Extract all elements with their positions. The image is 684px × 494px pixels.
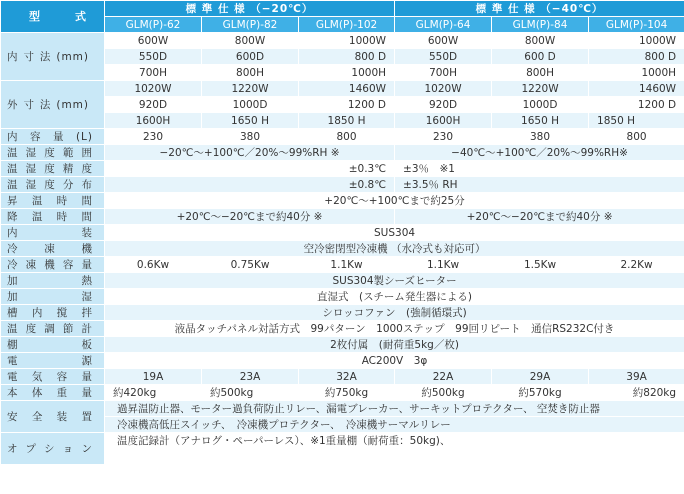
cell: 39A — [589, 369, 684, 385]
heating-time-label: 昇温時間 — [1, 193, 105, 209]
shelf-label: 棚板 — [1, 337, 105, 353]
cell: 700H — [105, 65, 202, 81]
cell: 1.1Kw — [299, 257, 395, 273]
cell: 約570kg — [492, 385, 589, 401]
cell: 温度記録計（アナログ・ペーパーレス）、※1重量棚（耐荷重：50kg)、 — [105, 433, 684, 449]
cell: 2枚付属 (耐荷重5kg／枚) — [105, 337, 684, 353]
controller-label: 温度調節計 — [1, 321, 105, 337]
cell: 32A — [299, 369, 395, 385]
header-row-1 — [1, 1, 684, 17]
safety-row — [1, 401, 684, 417]
cell: 380 — [492, 129, 589, 145]
cell: 1220W — [202, 81, 299, 97]
cell: 29A — [492, 369, 589, 385]
cell: 800H — [492, 65, 589, 81]
cell: 1020W — [395, 81, 492, 97]
cell: 1650 H — [202, 113, 299, 129]
cell: 冷凍機高低圧スイッチ、 冷凍機プロテクター、 冷凍機サーマルリレー — [105, 417, 684, 433]
cell: 2.2Kw — [589, 257, 684, 273]
cooling-time-row — [1, 209, 684, 225]
stirring-row — [1, 305, 684, 321]
temp-humidity-range-row — [1, 145, 684, 161]
cell: 約750kg — [299, 385, 395, 401]
model-name: GLM(P)-102 — [299, 17, 395, 33]
cell: 23A — [202, 369, 299, 385]
cell: 空冷密閉型冷凍機 （水冷式も対応可） — [105, 241, 684, 257]
temp-humidity-distribution-label: 温湿度分布 — [1, 177, 105, 193]
cell: 約500kg — [202, 385, 299, 401]
cell: +20℃〜−20℃まで約40分 ※ — [105, 209, 395, 225]
cell: 800 — [589, 129, 684, 145]
refrigerator-label: 冷凍機 — [1, 241, 105, 257]
volume-row — [1, 129, 684, 145]
cell: 液晶タッチパネル対話方式 99パターン 1000ステップ 99回リピート 通信RS232C付き — [105, 321, 684, 337]
cell: 約500kg — [395, 385, 492, 401]
cell: 1000H — [589, 65, 684, 81]
refrigerator-capacity-label: 冷凍機容量 — [1, 257, 105, 273]
refrigerator-row — [1, 241, 684, 257]
cell: −20℃〜+100℃／20%〜99%RH ※ — [105, 145, 395, 161]
cell: 1600H — [105, 113, 202, 129]
cell: ±0.3℃ — [105, 161, 395, 177]
cell: 1850 H — [589, 113, 684, 129]
cell: シロッコファン (強制循環式) — [105, 305, 684, 321]
temp-humidity-range-label: 温湿度範囲 — [1, 145, 105, 161]
refrigerator-capacity-row — [1, 257, 684, 273]
current-row — [1, 369, 684, 385]
current-label: 電気容量 — [1, 369, 105, 385]
cell: 22A — [395, 369, 492, 385]
cell: 550D — [105, 49, 202, 65]
cell: 過昇温防止器、モーター過負荷防止リレー、漏電ブレーカー、サーキットプロテクター、 空焚き防止器 — [105, 401, 684, 417]
volume-label: 内容量(L) — [1, 129, 105, 145]
cell: −40℃〜+100℃／20%〜99%RH※ — [395, 145, 684, 161]
cell: 0.6Kw — [105, 257, 202, 273]
cell: 1460W — [299, 81, 395, 97]
cell: 230 — [105, 129, 202, 145]
cell: 1000H — [299, 65, 395, 81]
cell: 800 D — [299, 49, 395, 65]
heating-label: 加熱 — [1, 273, 105, 289]
cell: 1200 D — [299, 97, 395, 113]
shelf-row — [1, 337, 684, 353]
cell: 1220W — [492, 81, 589, 97]
cell: 約420kg — [105, 385, 202, 401]
cell: 1650 H — [492, 113, 589, 129]
model-label: 型 式 — [1, 1, 105, 33]
cell: 920D — [105, 97, 202, 113]
cell: 1000D — [202, 97, 299, 113]
cell: 約820kg — [589, 385, 684, 401]
cell: 1600H — [395, 113, 492, 129]
cell: SUS304 — [105, 225, 684, 241]
cell: 550D — [395, 49, 492, 65]
cell: 800H — [202, 65, 299, 81]
interior-label: 内装 — [1, 225, 105, 241]
inner-dims-label: 内寸法(mm) — [1, 33, 105, 81]
cell: 600W — [395, 33, 492, 49]
options-row — [1, 433, 684, 449]
cell — [105, 449, 684, 465]
cell: 230 — [395, 129, 492, 145]
cell: 1000W — [589, 33, 684, 49]
cell: ±0.8℃ — [105, 177, 395, 193]
cell: 800 D — [589, 49, 684, 65]
cell: 直湿式 (スチーム発生器による) — [105, 289, 684, 305]
stirring-label: 槽内撹拌 — [1, 305, 105, 321]
cooling-time-label: 降温時間 — [1, 209, 105, 225]
model-name: GLM(P)-82 — [202, 17, 299, 33]
cell: 1.5Kw — [492, 257, 589, 273]
interior-row — [1, 225, 684, 241]
model-name: GLM(P)-64 — [395, 17, 492, 33]
cell: 380 — [202, 129, 299, 145]
outer-dims-label: 外寸法(mm) — [1, 81, 105, 129]
cell: 800 — [299, 129, 395, 145]
model-name: GLM(P)-104 — [589, 17, 684, 33]
cell: 1460W — [589, 81, 684, 97]
cell: 800W — [202, 33, 299, 49]
humidification-row — [1, 289, 684, 305]
cell: 19A — [105, 369, 202, 385]
inner-dims-w-row — [1, 33, 684, 49]
cell: 1.1Kw — [395, 257, 492, 273]
cell: ±3％ ※1 — [395, 161, 684, 177]
temp-humidity-accuracy-label: 温湿度精度 — [1, 161, 105, 177]
model-name: GLM(P)-84 — [492, 17, 589, 33]
cell: 0.75Kw — [202, 257, 299, 273]
power-label: 電源 — [1, 353, 105, 369]
cell: 800W — [492, 33, 589, 49]
heating-time-row — [1, 193, 684, 209]
cell: SUS304製シーズヒーター — [105, 273, 684, 289]
cell: 1020W — [105, 81, 202, 97]
cell: +20℃〜+100℃まで約25分 — [105, 193, 684, 209]
cell: 600 D — [492, 49, 589, 65]
cell: 700H — [395, 65, 492, 81]
cell: 600D — [202, 49, 299, 65]
group-std20: 標 準 仕 様 （−20℃） — [105, 1, 395, 17]
group-std40: 標 準 仕 様 （−40℃） — [395, 1, 684, 17]
safety-label: 安全装置 — [1, 401, 105, 433]
humidification-label: 加湿 — [1, 289, 105, 305]
cell: 1850 H — [299, 113, 395, 129]
outer-dims-w-row — [1, 81, 684, 97]
cell: 1000W — [299, 33, 395, 49]
weight-label: 本体重量 — [1, 385, 105, 401]
model-name: GLM(P)-62 — [105, 17, 202, 33]
temp-humidity-distribution-row — [1, 177, 684, 193]
cell: 1000D — [492, 97, 589, 113]
temp-humidity-accuracy-row — [1, 161, 684, 177]
controller-row — [1, 321, 684, 337]
options-label: オプション — [1, 433, 105, 465]
cell: AC200V 3φ — [105, 353, 684, 369]
cell: ±3.5％ RH — [395, 177, 684, 193]
power-row — [1, 353, 684, 369]
cell: +20℃〜−20℃まで約40分 ※ — [395, 209, 684, 225]
cell: 920D — [395, 97, 492, 113]
cell: 1200 D — [589, 97, 684, 113]
heating-row — [1, 273, 684, 289]
weight-row — [1, 385, 684, 401]
cell: 600W — [105, 33, 202, 49]
